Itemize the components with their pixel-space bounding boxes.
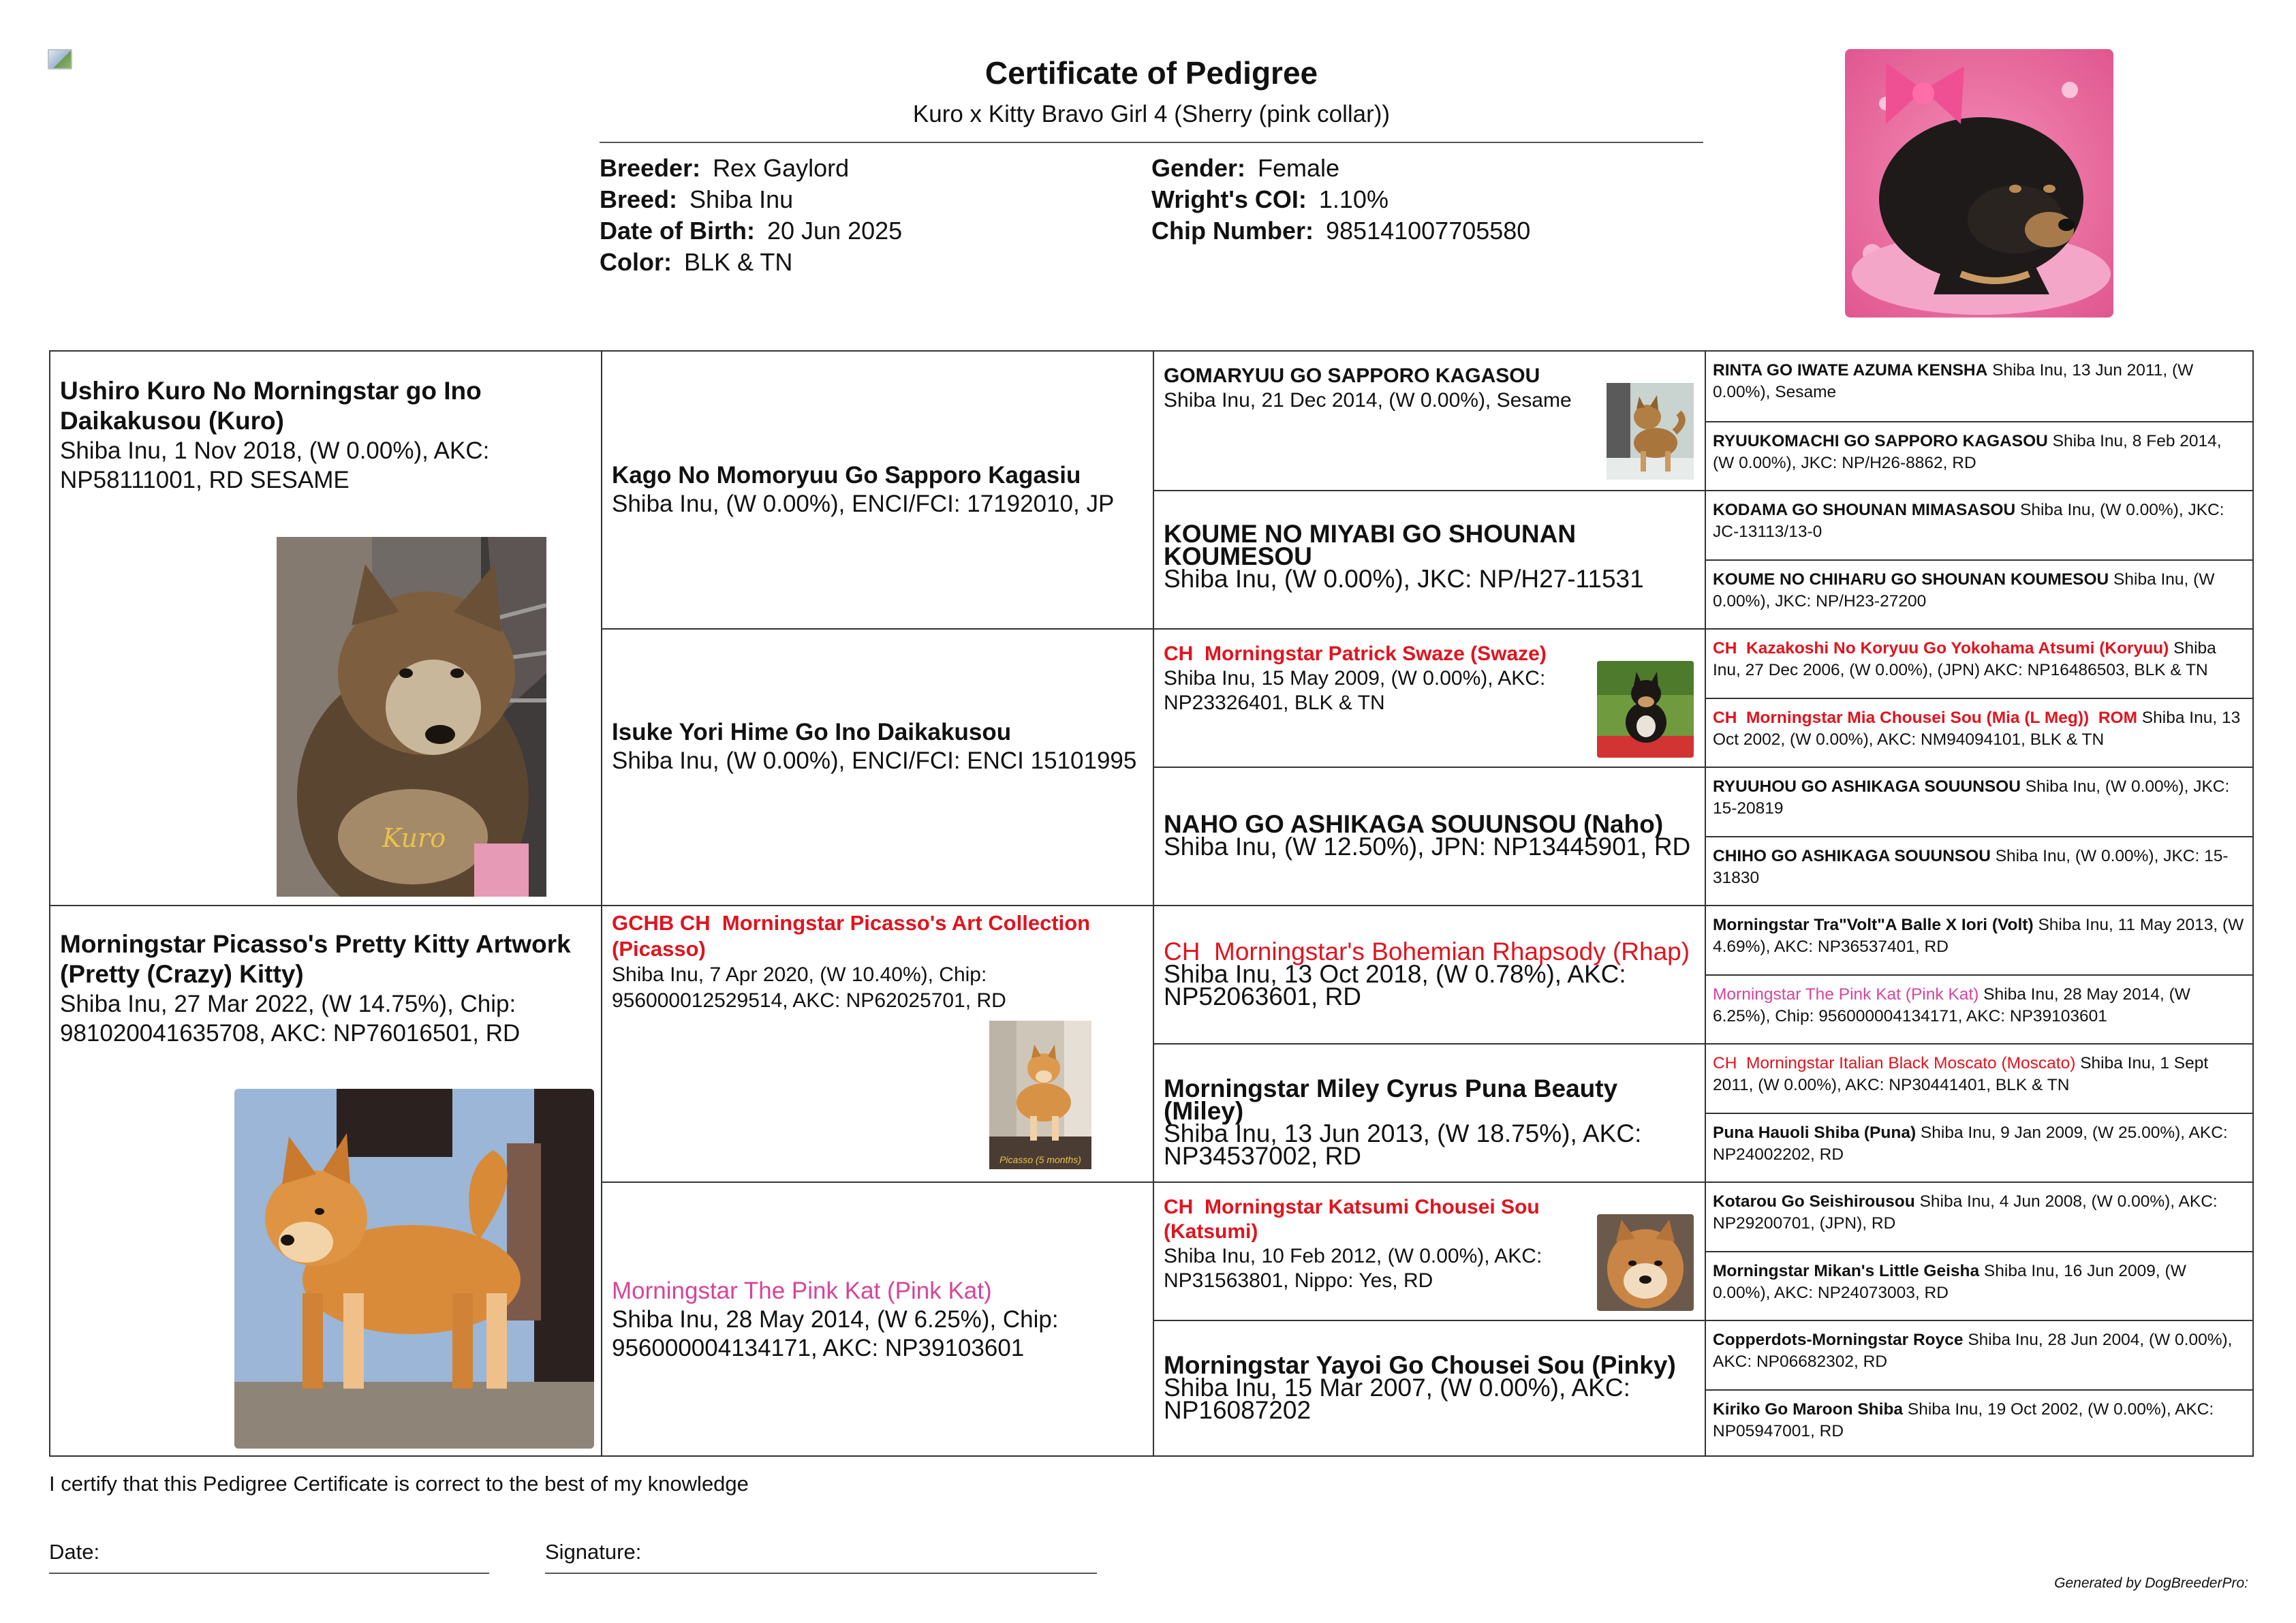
dss-details: Shiba Inu, 13 Oct 2018, (W 0.78%), AKC: NP52063601, RD xyxy=(1164,960,1626,1010)
gen4-cell: Morningstar Mikan's Little Geisha Shiba Inu, 16 Jun 2009, (W 0.00%), AKC: NP24073003, RD xyxy=(1705,1251,2252,1320)
gen4-cell: Morningstar Tra"Volt"A Balle X Iori (Volt) Shiba Inu, 11 May 2013, (W 4.69%), AKC: NP36537401, RD xyxy=(1705,905,2252,974)
sd-cell xyxy=(601,628,1153,905)
ddd-cell xyxy=(1153,1320,1705,1457)
gen4-cell: RINTA GO IWATE AZUMA KENSHA Shiba Inu, 13 Jun 2011, (W 0.00%), Sesame xyxy=(1705,352,2252,421)
gender-row: Gender: Female xyxy=(1151,154,1340,182)
chip-value: 985141007705580 xyxy=(1326,217,1531,245)
dss-cell xyxy=(1153,905,1705,1043)
great-grandparents-column xyxy=(1705,352,2252,1457)
ss-cell xyxy=(601,352,1153,628)
sdd-details: Shiba Inu, (W 12.50%), JPN: NP13445901, RD xyxy=(1164,833,1691,861)
dam-details: Shiba Inu, 27 Mar 2022, (W 14.75%), Chip: 981020041635708, AKC: NP76016501, RD xyxy=(60,991,521,1047)
breeder-row: Breeder: Rex Gaylord xyxy=(600,154,850,182)
color-row: Color: BLK & TN xyxy=(600,248,793,276)
ddd-name: Morningstar Yayoi Go Chousei Sou (Pinky) xyxy=(1164,1351,1676,1379)
dds-details: Shiba Inu, 10 Feb 2012, (W 0.00%), AKC: NP31563801, Nippo: Yes, RD xyxy=(1164,1245,1542,1292)
date-label: Date: xyxy=(49,1540,100,1564)
coi-row: Wright's COI: 1.10% xyxy=(1151,185,1389,213)
sd-details: Shiba Inu, (W 0.00%), ENCI/FCI: ENCI 15101995 xyxy=(612,747,1137,774)
dd-cell xyxy=(601,1181,1153,1457)
gen4-cell: CH Kazakoshi No Koryuu Go Yokohama Atsumi (Koryuu) Shiba Inu, 27 Dec 2006, (W 0.00%), (JPN) AKC: NP16486503, BLK & TN xyxy=(1705,628,2252,698)
dds-name: CH Morningstar Katsumi Chousei Sou (Katsumi) xyxy=(1164,1196,1540,1243)
puppy-photo xyxy=(1845,49,2113,318)
sds-name: CH Morningstar Patrick Swaze (Swaze) xyxy=(1164,643,1547,665)
ds-name: GCHB CH Morningstar Picasso's Art Collection (Picasso) xyxy=(612,911,1091,961)
info-right-column xyxy=(1151,153,1530,247)
gen4-cell: CHIHO GO ASHIKAGA SOUUNSOU Shiba Inu, (W 0.00%), JKC: 15-31830 xyxy=(1705,836,2252,905)
breed-row: Breed: Shiba Inu xyxy=(600,185,794,213)
gender-value: Female xyxy=(1258,154,1340,182)
sdd-cell xyxy=(1153,767,1705,905)
gen4-cell: Kotarou Go Seishirousou Shiba Inu, 4 Jun 2008, (W 0.00%), AKC: NP29200701, (JPN), RD xyxy=(1705,1181,2252,1251)
breed-value: Shiba Inu xyxy=(689,185,794,213)
dds-photo xyxy=(1597,1214,1694,1311)
sire-photo xyxy=(277,537,546,897)
ds-photo-caption: Picasso (5 months) xyxy=(999,1154,1081,1165)
dob-row: Date of Birth: 20 Jun 2025 xyxy=(600,217,903,245)
gen4-cell: KODAMA GO SHOUNAN MIMASASOU Shiba Inu, (W 0.00%), JKC: JC-13113/13-0 xyxy=(1705,490,2252,559)
dsd-cell xyxy=(1153,1043,1705,1181)
ds-details: Shiba Inu, 7 Apr 2020, (W 10.40%), Chip: 956000012529514, AKC: NP62025701, RD xyxy=(612,963,1006,1012)
gen4-cell: Copperdots-Morningstar Royce Shiba Inu, 28 Jun 2004, (W 0.00%), AKC: NP06682302, RD xyxy=(1705,1320,2252,1389)
signature-line xyxy=(545,1573,1097,1574)
dd-name: Morningstar The Pink Kat (Pink Kat) xyxy=(612,1278,992,1304)
color-value: BLK & TN xyxy=(683,248,793,276)
sds-details: Shiba Inu, 15 May 2009, (W 0.00%), AKC: NP23326401, BLK & TN xyxy=(1164,667,1546,714)
dsd-details: Shiba Inu, 13 Jun 2013, (W 18.75%), AKC: NP34537002, RD xyxy=(1164,1119,1642,1170)
coi-value: 1.10% xyxy=(1318,185,1389,213)
gen4-cell: Kiriko Go Maroon Shiba Shiba Inu, 19 Oct 2002, (W 0.00%), AKC: NP05947001, RD xyxy=(1705,1389,2252,1457)
logo-broken-image-icon xyxy=(48,49,72,69)
dss-name: CH Morningstar's Bohemian Rhapsody (Rhap) xyxy=(1164,938,1690,965)
ddd-details: Shiba Inu, 15 Mar 2007, (W 0.00%), AKC: NP16087202 xyxy=(1164,1374,1630,1424)
sss-details: Shiba Inu, 21 Dec 2014, (W 0.00%), Sesame xyxy=(1164,389,1572,412)
sds-photo xyxy=(1597,661,1694,758)
gen4-cell: Morningstar The Pink Kat (Pink Kat) Shiba Inu, 28 May 2014, (W 6.25%), Chip: 956000004134171, AKC: NP39103601 xyxy=(1705,974,2252,1043)
chip-row: Chip Number: 985141007705580 xyxy=(1151,217,1531,245)
ss-name: Kago No Momoryuu Go Sapporo Kagasiu xyxy=(612,462,1081,489)
title-divider xyxy=(600,142,1703,143)
sdd-name: NAHO GO ASHIKAGA SOUUNSOU (Naho) xyxy=(1164,810,1664,838)
gen4-cell: KOUME NO CHIHARU GO SHOUNAN KOUMESOU Shiba Inu, (W 0.00%), JKC: NP/H23-27200 xyxy=(1705,559,2252,628)
ds-photo xyxy=(989,1021,1091,1169)
info-left-column xyxy=(600,153,902,278)
sire-name: Ushiro Kuro No Morningstar go Ino Daikakusou (Kuro) xyxy=(60,377,482,435)
gen4-cell: Puna Hauoli Shiba (Puna) Shiba Inu, 9 Jan 2009, (W 25.00%), AKC: NP24002202, RD xyxy=(1705,1113,2252,1181)
sd-name: Isuke Yori Hime Go Ino Daikakusou xyxy=(612,719,1012,745)
gen4-cell: CH Morningstar Mia Chousei Sou (Mia (L Meg)) ROM Shiba Inu, 13 Oct 2002, (W 0.00%), AKC: NM94094101, BLK & TN xyxy=(1705,698,2252,767)
certification-statement: I certify that this Pedigree Certificate is correct to the best of my knowledge xyxy=(49,1472,749,1496)
page-subtitle: Kuro x Kitty Bravo Girl 4 (Sherry (pink collar)) xyxy=(912,101,1391,127)
ssd-details: Shiba Inu, (W 0.00%), JKC: NP/H27-11531 xyxy=(1164,565,1644,593)
sire-photo-caption: Kuro xyxy=(382,823,446,853)
pedigree-table xyxy=(49,350,2254,1457)
dam-name: Morningstar Picasso's Pretty Kitty Artwork (Pretty (Crazy) Kitty) xyxy=(60,930,571,988)
ssd-name: KOUME NO MIYABI GO SHOUNAN KOUMESOU xyxy=(1164,520,1577,570)
dam-photo xyxy=(234,1089,594,1449)
gen4-cell: CH Morningstar Italian Black Moscato (Moscato) Shiba Inu, 1 Sept 2011, (W 0.00%), AKC: NP30441401, BLK & TN xyxy=(1705,1043,2252,1113)
gen4-cell: RYUUKOMACHI GO SAPPORO KAGASOU Shiba Inu, 8 Feb 2014, (W 0.00%), JKC: NP/H26-8862, RD xyxy=(1705,421,2252,490)
dsd-name: Morningstar Miley Cyrus Puna Beauty (Miley) xyxy=(1164,1075,1618,1125)
ss-details: Shiba Inu, (W 0.00%), ENCI/FCI: 17192010, JP xyxy=(612,491,1115,517)
sss-photo xyxy=(1607,383,1694,480)
sire-details: Shiba Inu, 1 Nov 2018, (W 0.00%), AKC: NP58111001, RD SESAME xyxy=(60,437,490,493)
date-line xyxy=(49,1573,489,1574)
dob-value: 20 Jun 2025 xyxy=(767,217,903,245)
ssd-cell xyxy=(1153,490,1705,628)
sss-name: GOMARYUU GO SAPPORO KAGASOU xyxy=(1164,365,1540,387)
signature-label: Signature: xyxy=(545,1540,642,1564)
generated-by: Generated by DogBreederPro: xyxy=(2054,1575,2248,1591)
page-title: Certificate of Pedigree xyxy=(984,55,1318,91)
breeder-value: Rex Gaylord xyxy=(713,154,850,182)
gen4-cell: RYUUHOU GO ASHIKAGA SOUUNSOU Shiba Inu, (W 0.00%), JKC: 15-20819 xyxy=(1705,767,2252,836)
dd-details: Shiba Inu, 28 May 2014, (W 6.25%), Chip: 956000004134171, AKC: NP39103601 xyxy=(612,1306,1059,1361)
